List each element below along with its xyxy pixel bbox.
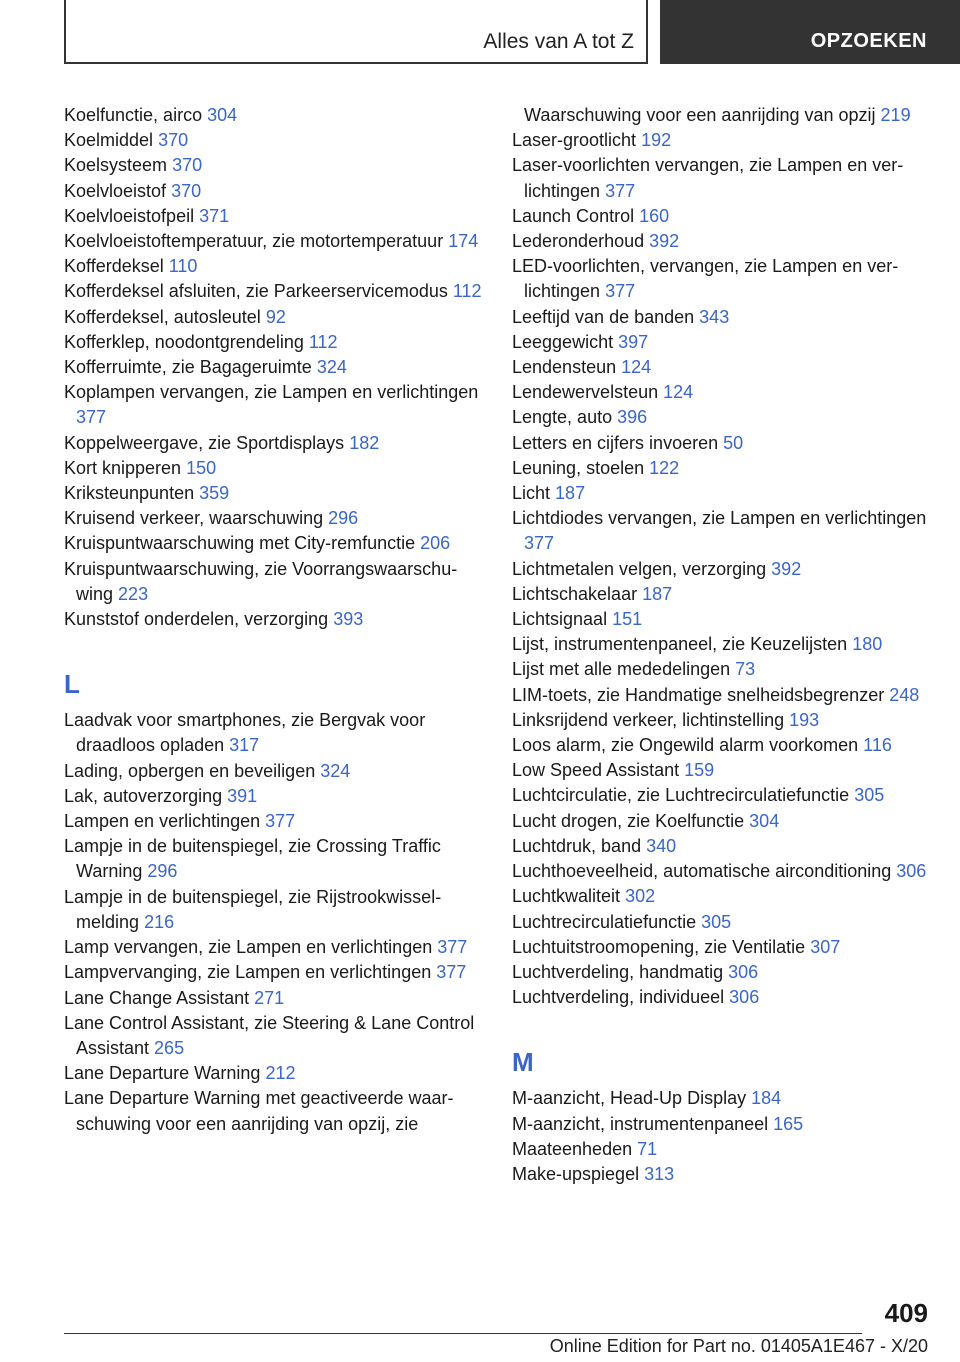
index-entry (64, 229, 484, 254)
index-entry (512, 1137, 932, 1162)
index-entry-term: Lederonderhoud (512, 231, 645, 252)
index-entry-page-link[interactable]: 391 (227, 785, 258, 806)
index-entry-term: LIM-toets, zie Handmatige snelheidsbegrenzer (512, 684, 885, 705)
index-entry-term: Lane Departure Warning (64, 1063, 261, 1084)
index-entry-page-link[interactable]: 306 (896, 861, 927, 882)
index-entry (512, 557, 932, 582)
index-entry-term: M-aanzicht, instrumentenpaneel (512, 1113, 769, 1134)
index-entry (64, 431, 484, 456)
index-entry-term: Luchtcirculatie, zie Luchtrecirculatiefunctie (512, 785, 850, 806)
index-entry-page-link[interactable]: 306 (728, 961, 759, 982)
index-entry (64, 809, 484, 834)
index-entry (512, 1086, 932, 1111)
index-entry-page-link[interactable]: 371 (199, 205, 230, 226)
index-entry (512, 481, 932, 506)
index-entry-page-link[interactable]: 223 (118, 583, 149, 604)
index-entry-page-link[interactable]: 343 (699, 306, 730, 327)
index-entry-page-link[interactable]: 150 (186, 457, 217, 478)
index-entry-term: Letters en cijfers invoeren (512, 432, 719, 453)
index-entry-term: Low Speed Assistant (512, 760, 680, 781)
index-entry (512, 330, 932, 355)
index-entry-term: Kofferdeksel (64, 256, 164, 277)
index-entry-page-link[interactable]: 151 (612, 609, 643, 630)
footer-edition: Online Edition for Part no. 01405A1E467 - X/20 (549, 1336, 928, 1356)
index-entry-page-link[interactable]: 271 (254, 987, 285, 1008)
index-entry-page-link[interactable]: 324 (320, 760, 351, 781)
index-entry-term: Kort knipperen (64, 457, 182, 478)
index-entry (64, 103, 484, 128)
index-entry-page-link[interactable]: 180 (852, 634, 883, 655)
index-entry (64, 380, 484, 430)
index-entry-page-link[interactable]: 305 (854, 785, 885, 806)
index-entry-page-link[interactable]: 306 (729, 987, 760, 1008)
index-entry (512, 582, 932, 607)
index-entry (64, 935, 484, 960)
index-entry-term: Lichtdiodes vervangen, zie Lampen en verlichtingen (512, 508, 927, 529)
index-entry-page-link[interactable]: 219 (880, 105, 911, 125)
index-entry-term: Kunststof onderdelen, verzorging (64, 609, 329, 630)
index-entry-term: Laadvak voor smartphones, zie Bergvak voor draadloos opladen (64, 710, 426, 756)
index-entry-term: Kruispuntwaarschuwing, zie Voorrangswaarschuwing (64, 558, 458, 604)
index-entry-page-link[interactable]: 174 (448, 231, 479, 252)
index-entry-term: Make-upspiegel (512, 1163, 640, 1184)
index-entry-term: Lichtmetalen velgen, verzorging (512, 558, 767, 579)
index-entry (512, 607, 932, 632)
index-entry-term: Luchtkwaliteit (512, 886, 621, 907)
index-entry-page-link[interactable]: 193 (789, 709, 820, 730)
index-entry (512, 153, 932, 203)
index-entry-page-link[interactable]: 392 (649, 231, 680, 252)
index-entry-page-link[interactable]: 124 (621, 357, 652, 378)
index-entry-page-link[interactable]: 370 (171, 180, 202, 201)
index-entry (512, 708, 932, 733)
index-entry-page-link[interactable]: 206 (420, 533, 451, 554)
index-entry-page-link[interactable]: 116 (863, 735, 892, 756)
index-entry-term: Lijst met alle mededelingen (512, 659, 731, 680)
index-entry (64, 960, 484, 985)
index-entry (64, 355, 484, 380)
index-entry (512, 683, 932, 708)
index-letter-heading: L (64, 669, 80, 700)
index-entry-page-link[interactable]: 124 (663, 382, 694, 403)
index-entry-page-link[interactable]: 165 (773, 1113, 804, 1134)
index-entry-page-link[interactable]: 392 (771, 558, 802, 579)
index-entry-term: Leeftijd van de banden (512, 306, 695, 327)
index-entry (512, 380, 932, 405)
index-entry-term: Luchtrecirculatiefunctie (512, 911, 697, 932)
index-entry-term: Waarschuwing voor een aanrijding van opzij (524, 105, 876, 125)
index-entry (512, 985, 932, 1010)
index-entry (64, 279, 484, 304)
index-entry (512, 657, 932, 682)
index-entry (512, 632, 932, 657)
index-entry-term: Koelvloeistof (64, 180, 167, 201)
lookup-tab[interactable] (660, 0, 960, 64)
index-entry-term: Lichtsignaal (512, 609, 608, 630)
index-entry-page-link[interactable]: 110 (168, 256, 198, 277)
index-entry-page-link[interactable]: 112 (308, 331, 338, 352)
index-entry (512, 506, 932, 556)
index-entry (512, 431, 932, 456)
index-entry (64, 834, 484, 884)
index-entry (512, 935, 932, 960)
index-entry (64, 204, 484, 229)
index-entry (64, 330, 484, 355)
index-entry-term: Lane Change Assistant (64, 987, 250, 1008)
index-entry (64, 708, 484, 758)
index-entry (64, 1011, 484, 1061)
index-entry-term: Koelvloeistofpeil (64, 205, 195, 226)
index-entry-page-link[interactable]: 377 (605, 281, 636, 302)
index-entry-page-link[interactable]: 396 (617, 407, 648, 428)
index-entry-page-link[interactable]: 122 (649, 457, 680, 478)
index-entry-page-link[interactable]: 304 (207, 105, 238, 125)
index-entry (64, 481, 484, 506)
index-entry-page-link[interactable]: 73 (735, 659, 756, 680)
index-entry-term: Kruispuntwaarschuwing met City-remfunctie (64, 533, 416, 554)
index-entry-term: M-aanzicht, Head-Up Display (512, 1088, 747, 1109)
index-entry-term: Linksrijdend verkeer, lichtinstelling (512, 709, 785, 730)
index-entry (64, 305, 484, 330)
index-entry-term: Koelsysteem (64, 155, 168, 176)
index-entry-page-link[interactable]: 377 (76, 407, 107, 428)
index-entry-page-link[interactable]: 296 (328, 508, 359, 529)
index-entry-term: Kofferdeksel, autosleutel (64, 306, 261, 327)
index-entry-term: Lampje in de buitenspiegel, zie Rijstrookwisselmelding (64, 886, 442, 932)
index-entry (512, 229, 932, 254)
index-entry-term: Launch Control (512, 205, 635, 226)
index-entry (64, 557, 484, 607)
index-entry-page-link[interactable]: 377 (436, 962, 467, 983)
index-entry (64, 254, 484, 279)
index-entry-term: LED-voorlichten, vervangen, zie Lampen en verlichtingen (512, 256, 899, 302)
index-entry-term: Koelmiddel (64, 130, 154, 151)
index-entry (512, 809, 932, 834)
index-entry-term: Lane Departure Warning met geactiveerde waarschuwing voor een aanrijding van opzij, zie (64, 1088, 454, 1134)
index-entry-page-link[interactable]: 313 (644, 1163, 675, 1184)
index-entry-term: Lichtschakelaar (512, 583, 638, 604)
index-entry-page-link[interactable]: 393 (333, 609, 364, 630)
index-entry (512, 405, 932, 430)
index-entry (512, 103, 932, 128)
index-entry-page-link[interactable]: 397 (618, 331, 649, 352)
index-entry (512, 960, 932, 985)
index-entry-page-link[interactable]: 71 (637, 1138, 658, 1159)
section-tab (64, 0, 648, 64)
index-entry-page-link[interactable]: 324 (316, 357, 347, 378)
index-entry-page-link[interactable]: 377 (265, 811, 296, 832)
index-entry-term: Lijst, instrumentenpaneel, zie Keuzelijsten (512, 634, 848, 655)
index-entry-term: Lendensteun (512, 357, 617, 378)
index-entry-page-link[interactable]: 307 (810, 936, 841, 957)
index-entry-term: Lengte, auto (512, 407, 613, 428)
index-entry (64, 153, 484, 178)
index-entry-term: Lampvervanging, zie Lampen en verlichtingen (64, 962, 432, 983)
index-entry-term: Licht (512, 483, 551, 504)
index-entry-page-link[interactable]: 182 (349, 432, 380, 453)
index-entry (512, 355, 932, 380)
index-entry-term: Luchtverdeling, individueel (512, 987, 725, 1008)
index-entry-term: Leeggewicht (512, 331, 614, 352)
lookup-tab-label: OPZOEKEN (810, 30, 927, 52)
index-entry-term: Lak, autoverzorging (64, 785, 223, 806)
index-entry-term: Koplampen vervangen, zie Lampen en verlichtingen (64, 382, 479, 403)
index-entry-page-link[interactable]: 305 (701, 911, 732, 932)
index-entry-page-link[interactable]: 302 (625, 886, 656, 907)
index-entry-page-link[interactable]: 340 (646, 835, 677, 856)
index-entry-term: Luchthoeveelheid, automatische airconditioning (512, 861, 892, 882)
index-letter-heading: M (512, 1047, 534, 1078)
index-entry-term: Lampje in de buitenspiegel, zie Crossing Traffic Warning (64, 836, 441, 882)
index-entry (512, 1112, 932, 1137)
index-entry-term: Luchtdruk, band (512, 835, 642, 856)
index-entry-page-link[interactable]: 160 (639, 205, 670, 226)
index-entry (64, 128, 484, 153)
index-entry-term: Kruisend verkeer, waarschuwing (64, 508, 324, 529)
index-entry (64, 531, 484, 556)
index-entry (512, 733, 932, 758)
index-entry-term: Kriksteunpunten (64, 483, 195, 504)
index-entry-term: Laser-voorlichten vervangen, zie Lampen en verlichtingen (512, 155, 904, 201)
index-entry (512, 305, 932, 330)
index-entry (64, 986, 484, 1011)
index-entry (64, 179, 484, 204)
index-entry (512, 910, 932, 935)
index-entry-page-link[interactable]: 212 (265, 1063, 296, 1084)
index-entry-page-link[interactable]: 377 (524, 533, 555, 554)
index-entry-term: Lading, opbergen en beveiligen (64, 760, 316, 781)
index-entry-term: Koppelweergave, zie Sportdisplays (64, 432, 345, 453)
index-entry-term: Maateenheden (512, 1138, 633, 1159)
index-entry-page-link[interactable]: 359 (199, 483, 230, 504)
index-entry-page-link[interactable]: 304 (749, 810, 780, 831)
index-entry-term: Kofferklep, noodontgrendeling (64, 331, 304, 352)
index-entry-page-link[interactable]: 370 (158, 130, 189, 151)
index-entry (64, 784, 484, 809)
index-entry (512, 456, 932, 481)
index-entry (64, 1086, 484, 1136)
index-entry (64, 1061, 484, 1086)
index-entry-page-link[interactable]: 50 (723, 432, 744, 453)
index-entry (64, 506, 484, 531)
index-entry (512, 758, 932, 783)
index-entry (64, 759, 484, 784)
index-entry-page-link[interactable]: 187 (642, 583, 673, 604)
index-entry-term: Lucht drogen, zie Koelfunctie (512, 810, 745, 831)
page-header (0, 0, 960, 66)
index-column-right (512, 103, 932, 1187)
index-entry (512, 204, 932, 229)
index-entry-page-link[interactable]: 370 (172, 155, 203, 176)
index-entry-page-link[interactable]: 216 (144, 911, 175, 932)
index-entry-term: Luchtverdeling, handmatig (512, 961, 724, 982)
index-entry-page-link[interactable]: 377 (437, 937, 468, 958)
index-entry-term: Lendewervelsteun (512, 382, 659, 403)
index-entry (512, 254, 932, 304)
index-entry (64, 607, 484, 632)
index-entry-term: Lampen en verlichtingen (64, 811, 261, 832)
index-entry-page-link[interactable]: 192 (641, 130, 672, 151)
index-entry-page-link[interactable]: 296 (147, 861, 178, 882)
section-title: Alles van A tot Z (483, 30, 634, 53)
index-entry-page-link[interactable]: 248 (889, 684, 920, 705)
index-entry-page-link[interactable]: 187 (555, 483, 586, 504)
index-entry-term: Kofferdeksel afsluiten, zie Parkeerservicemodus (64, 281, 448, 302)
index-entry-term: Kofferruimte, zie Bagageruimte (64, 357, 312, 378)
index-entry-page-link[interactable]: 92 (265, 306, 286, 327)
index-entry-page-link[interactable]: 184 (751, 1088, 782, 1109)
footer-divider (64, 1333, 862, 1334)
index-entry (512, 1162, 932, 1187)
index-entry-term: Leuning, stoelen (512, 457, 645, 478)
index-entry-term: Laser-grootlicht (512, 130, 637, 151)
index-entry-term: Loos alarm, zie Ongewild alarm voorkomen (512, 735, 859, 756)
index-entry-page-link[interactable]: 317 (229, 735, 260, 756)
index-entry-term: Lamp vervangen, zie Lampen en verlichtingen (64, 937, 433, 958)
index-entry (512, 128, 932, 153)
index-entry-term: Lane Control Assistant, zie Steering & Lane Control Assistant (64, 1012, 475, 1058)
index-entry (512, 783, 932, 808)
index-entry-page-link[interactable]: 377 (605, 180, 636, 201)
index-entry (64, 456, 484, 481)
index-entry (64, 885, 484, 935)
index-entry (512, 834, 932, 859)
index-entry (512, 859, 932, 884)
index-entry-page-link[interactable]: 112 (452, 281, 482, 302)
index-entry-term: Luchtuitstroomopening, zie Ventilatie (512, 936, 806, 957)
index-entry-page-link[interactable]: 265 (154, 1037, 185, 1058)
index-entry-page-link[interactable]: 159 (684, 760, 715, 781)
index-entry-term: Koelfunctie, airco (64, 105, 203, 125)
index-column-left (64, 103, 484, 1137)
index-entry-term: Koelvloeistoftemperatuur, zie motortemperatuur (64, 231, 444, 252)
index-entry (512, 884, 932, 909)
page-number: 409 (884, 1298, 928, 1328)
